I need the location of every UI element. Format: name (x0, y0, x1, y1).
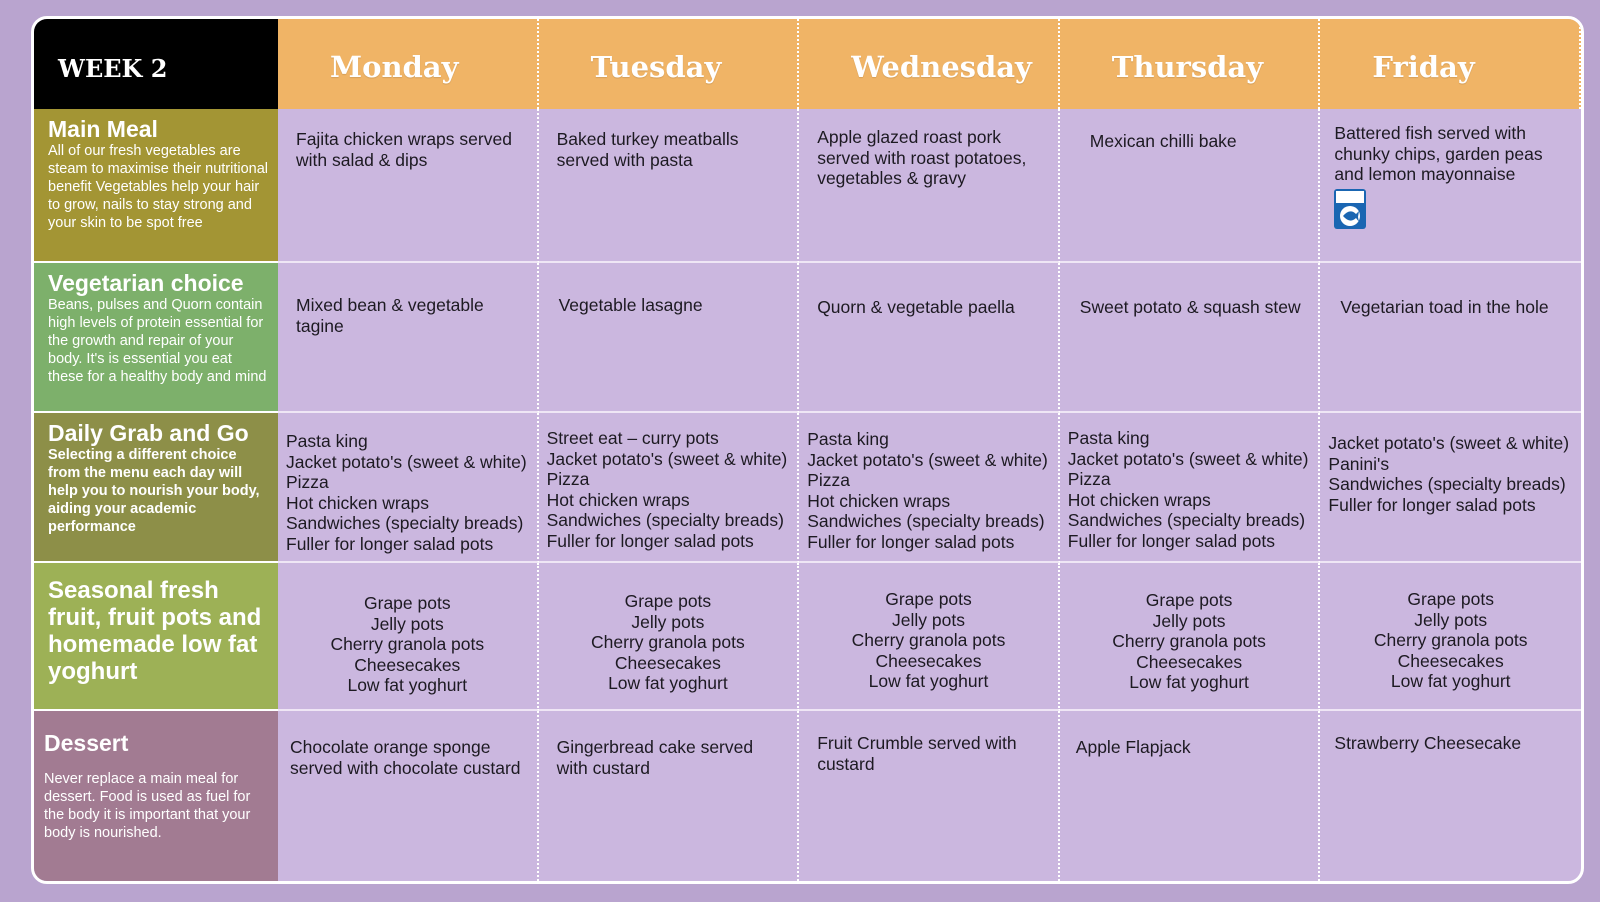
menu-item: Fuller for longer salad pots (546, 530, 754, 551)
msc-certified-sustainable-seafood-icon (1334, 189, 1366, 229)
fruit-monday (278, 563, 539, 711)
menu-item: Sandwiches (specialty breads) (1067, 510, 1306, 530)
row-label-dessert (34, 711, 278, 881)
grab-and-go-wednesday (799, 413, 1060, 563)
menu-item: Jelly pots (370, 613, 444, 634)
menu-item: Cheesecakes (614, 652, 721, 673)
menu-item: Pasta king (286, 431, 368, 451)
row-title: Seasonal fresh fruit, fruit pots and homemade low fat yoghurt (48, 577, 262, 685)
main-meal-friday (1320, 109, 1581, 263)
menu-item: Pizza (807, 470, 850, 490)
menu-item: Grape pots (364, 593, 451, 613)
main-meal-thursday: Mexican chilli bake (1060, 109, 1321, 263)
menu-item: Hot chicken wraps (807, 490, 951, 511)
menu-item: Fuller for longer salad pots (1328, 494, 1536, 515)
menu-item: Cheesecakes (1397, 650, 1504, 671)
menu-item: Low fat yoghurt (1129, 672, 1249, 692)
menu-item: Fuller for longer salad pots (1067, 530, 1275, 551)
menu-item: Fuller for longer salad pots (286, 533, 494, 554)
menu-item: Pasta king (1067, 428, 1150, 448)
day-header-tuesday: Tuesday (539, 19, 800, 109)
dessert-tuesday: Gingerbread cake served with custard (539, 711, 800, 881)
row-description: All of our fresh vegetables are steam to maximise their nutritional benefit Vegetables help your hair to grow, nails to stay strong and your skin to be spot free (48, 143, 268, 231)
menu-item: Grape pots (885, 589, 972, 609)
row-title: Dessert (44, 730, 129, 756)
menu-item: Hot chicken wraps (286, 492, 429, 513)
menu-item: Cheesecakes (875, 650, 982, 671)
row-title: Vegetarian choice (48, 270, 244, 296)
fruit-wednesday (799, 563, 1060, 711)
menu-item: Sandwiches (specialty breads) (546, 510, 784, 530)
row-label-vegetarian-choice (34, 263, 278, 413)
row-title: Daily Grab and Go (48, 420, 249, 446)
menu-item: Jelly pots (1414, 609, 1488, 630)
day-header-wednesday: Wednesday (799, 19, 1060, 109)
menu-item: Cherry granola pots (591, 632, 745, 652)
menu-item: Cherry granola pots (1112, 631, 1266, 651)
week-label: WEEK 2 (34, 19, 278, 109)
dessert-friday: Strawberry Cheesecake (1334, 733, 1522, 753)
menu-item: Pizza (546, 469, 590, 489)
grab-and-go-friday (1320, 413, 1581, 563)
menu-item: Hot chicken wraps (546, 489, 690, 510)
row-description: Beans, pulses and Quorn contain high levels of protein essential for the growth and repair of your body. It's is essential you eat these for a healthy body and mind (48, 297, 267, 385)
menu-grid (34, 19, 1581, 881)
menu-item: Panini's (1328, 453, 1390, 474)
grab-and-go-monday (278, 413, 539, 563)
row-title: Main Meal (48, 116, 158, 142)
dessert-thursday: Apple Flapjack (1060, 711, 1321, 881)
grab-and-go-tuesday (539, 413, 800, 563)
menu-item: Grape pots (1145, 590, 1233, 610)
vegetarian-wednesday: Quorn & vegetable paella (799, 263, 1060, 413)
vegetarian-friday: Vegetarian toad in the hole (1320, 263, 1581, 413)
menu-item: Street eat – curry pots (546, 428, 719, 448)
menu-item: Cheesecakes (354, 654, 461, 675)
main-meal-tuesday: Baked turkey meatballs served with pasta (539, 109, 800, 263)
fruit-tuesday (539, 563, 800, 711)
menu-item: Cheesecakes (1136, 651, 1243, 672)
menu-item: Pizza (286, 472, 329, 492)
row-description: Never replace a main meal for dessert. Food is used as fuel for the body it is important that your body is nourished. (44, 771, 251, 841)
menu-item: Cherry granola pots (330, 634, 485, 654)
day-header-friday: Friday (1320, 19, 1581, 109)
row-description: Selecting a different choice from the menu each day will help you to nourish your body, aiding your academic performance (48, 447, 260, 535)
menu-item: Jelly pots (1152, 610, 1226, 631)
menu-item: Sandwiches (specialty breads) (1328, 474, 1566, 494)
main-meal-wednesday: Apple glazed roast pork served with roast potatoes, vegetables & gravy (799, 109, 1060, 263)
vegetarian-monday: Mixed bean & vegetable tagine (278, 263, 539, 413)
menu-item: Low fat yoghurt (608, 673, 728, 693)
vegetarian-thursday: Sweet potato & squash stew (1060, 263, 1321, 413)
row-label-daily-grab-and-go (34, 413, 278, 563)
row-label-seasonal-fruit (34, 563, 278, 711)
dessert-monday: Chocolate orange sponge served with chocolate custard (278, 711, 539, 881)
menu-item: Fuller for longer salad pots (807, 531, 1015, 552)
menu-item: Cherry granola pots (1373, 630, 1528, 650)
menu-item: Grape pots (1407, 589, 1494, 609)
fruit-friday (1320, 563, 1581, 711)
day-header-monday: Monday (278, 19, 539, 109)
menu-table-frame (31, 16, 1584, 884)
row-label-main-meal (34, 109, 278, 263)
menu-item: Low fat yoghurt (868, 671, 989, 691)
menu-item: Jelly pots (631, 611, 705, 632)
vegetarian-tuesday: Vegetable lasagne (539, 263, 800, 413)
day-header-thursday: Thursday (1060, 19, 1321, 109)
menu-item: Pizza (1067, 469, 1111, 489)
menu-item: Pasta king (807, 429, 889, 449)
main-meal-friday-text: Battered fish served with chunky chips, garden peas and lemon mayonnaise (1334, 123, 1543, 184)
menu-item: Low fat yoghurt (1390, 671, 1511, 691)
menu-item: Sandwiches (specialty breads) (286, 513, 524, 533)
menu-item: Sandwiches (specialty breads) (807, 511, 1045, 531)
menu-item: Low fat yoghurt (347, 675, 468, 695)
main-meal-monday: Fajita chicken wraps served with salad & dips (278, 109, 539, 263)
menu-item: Jacket potato's (sweet & white) (807, 449, 1048, 470)
menu-item: Grape pots (624, 591, 712, 611)
menu-item: Jacket potato's (sweet & white) (546, 448, 788, 469)
menu-item: Jelly pots (892, 609, 965, 630)
fruit-thursday (1060, 563, 1321, 711)
menu-item: Jacket potato's (sweet & white) (1328, 433, 1570, 453)
menu-item: Cherry granola pots (851, 630, 1006, 650)
menu-item: Jacket potato's (sweet & white) (286, 451, 527, 472)
dessert-wednesday: Fruit Crumble served with custard (799, 711, 1060, 881)
menu-item: Jacket potato's (sweet & white) (1067, 448, 1309, 469)
grab-and-go-thursday (1060, 413, 1321, 563)
menu-item: Hot chicken wraps (1067, 489, 1211, 510)
